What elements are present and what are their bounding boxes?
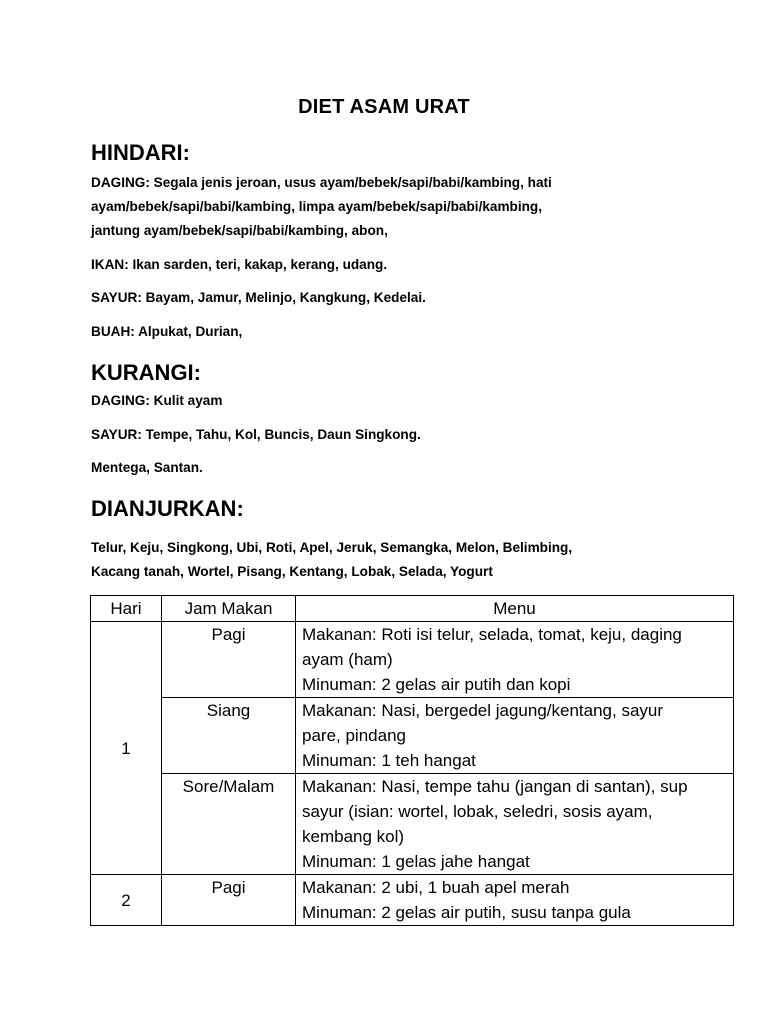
menu-table — [90, 595, 734, 926]
menu-line: sayur (isian: wortel, lobak, seledri, sosis ayam, — [302, 802, 653, 821]
menu-cell — [296, 875, 734, 926]
menu-cell — [296, 622, 734, 698]
hindari-sayur-text: SAYUR: Bayam, Jamur, Melinjo, Kangkung, Kedelai. — [91, 290, 426, 305]
section-heading-kurangi: KURANGI: — [91, 360, 201, 385]
menu-line: Makanan: Nasi, tempe tahu (jangan di santan), sup — [302, 777, 688, 796]
section-heading-hindari: HINDARI: — [91, 140, 190, 165]
menu-line: pare, pindang — [302, 726, 406, 745]
header-menu: Menu — [296, 596, 734, 622]
kurangi-sayur-text: SAYUR: Tempe, Tahu, Kol, Buncis, Daun Singkong. — [91, 427, 421, 442]
day-cell: 2 — [91, 875, 162, 926]
table-header-row — [91, 596, 734, 622]
menu-line: Minuman: 1 gelas jahe hangat — [302, 852, 530, 871]
kurangi-daging-text: DAGING: Kulit ayam — [91, 393, 223, 408]
hindari-daging-text — [91, 171, 651, 243]
meal-time-cell: Sore/Malam — [162, 774, 296, 875]
day-cell: 1 — [91, 622, 162, 875]
hindari-buah-text: BUAH: Alpukat, Durian, — [91, 324, 243, 339]
text-line: jantung ayam/bebek/sapi/babi/kambing, abon, — [91, 223, 388, 238]
meal-time-cell: Pagi — [162, 875, 296, 926]
menu-cell — [296, 774, 734, 875]
menu-cell — [296, 698, 734, 774]
table-row — [91, 622, 734, 698]
table-row — [91, 698, 734, 774]
menu-line: kembang kol) — [302, 827, 405, 846]
meal-time-cell: Pagi — [162, 622, 296, 698]
menu-line: Makanan: 2 ubi, 1 buah apel merah — [302, 878, 570, 897]
text-line: DAGING: Segala jenis jeroan, usus ayam/bebek/sapi/babi/kambing, hati — [91, 175, 552, 190]
menu-line: Makanan: Nasi, bergedel jagung/kentang, sayur — [302, 701, 664, 720]
table-row — [91, 875, 734, 926]
page-title: DIET ASAM URAT — [298, 96, 470, 118]
hindari-ikan-text: IKAN: Ikan sarden, teri, kakap, kerang, udang. — [91, 257, 388, 272]
text-line: Telur, Keju, Singkong, Ubi, Roti, Apel, Jeruk, Semangka, Melon, Belimbing, — [91, 540, 573, 555]
header-hari: Hari — [91, 596, 162, 622]
text-line: ayam/bebek/sapi/babi/kambing, limpa ayam/bebek/sapi/babi/kambing, — [91, 199, 543, 214]
menu-line: Minuman: 2 gelas air putih dan kopi — [302, 675, 571, 694]
meal-time-cell: Siang — [162, 698, 296, 774]
table-row — [91, 774, 734, 875]
kurangi-lain-text: Mentega, Santan. — [91, 460, 203, 475]
menu-line: Makanan: Roti isi telur, selada, tomat, keju, daging — [302, 625, 682, 644]
menu-line: Minuman: 1 teh hangat — [302, 751, 476, 770]
dianjurkan-text — [91, 536, 651, 584]
menu-line: ayam (ham) — [302, 650, 393, 669]
section-heading-dianjurkan: DIANJURKAN: — [91, 496, 244, 521]
menu-line: Minuman: 2 gelas air putih, susu tanpa gula — [302, 903, 631, 922]
header-jam-makan: Jam Makan — [162, 596, 296, 622]
text-line: Kacang tanah, Wortel, Pisang, Kentang, Lobak, Selada, Yogurt — [91, 564, 493, 579]
